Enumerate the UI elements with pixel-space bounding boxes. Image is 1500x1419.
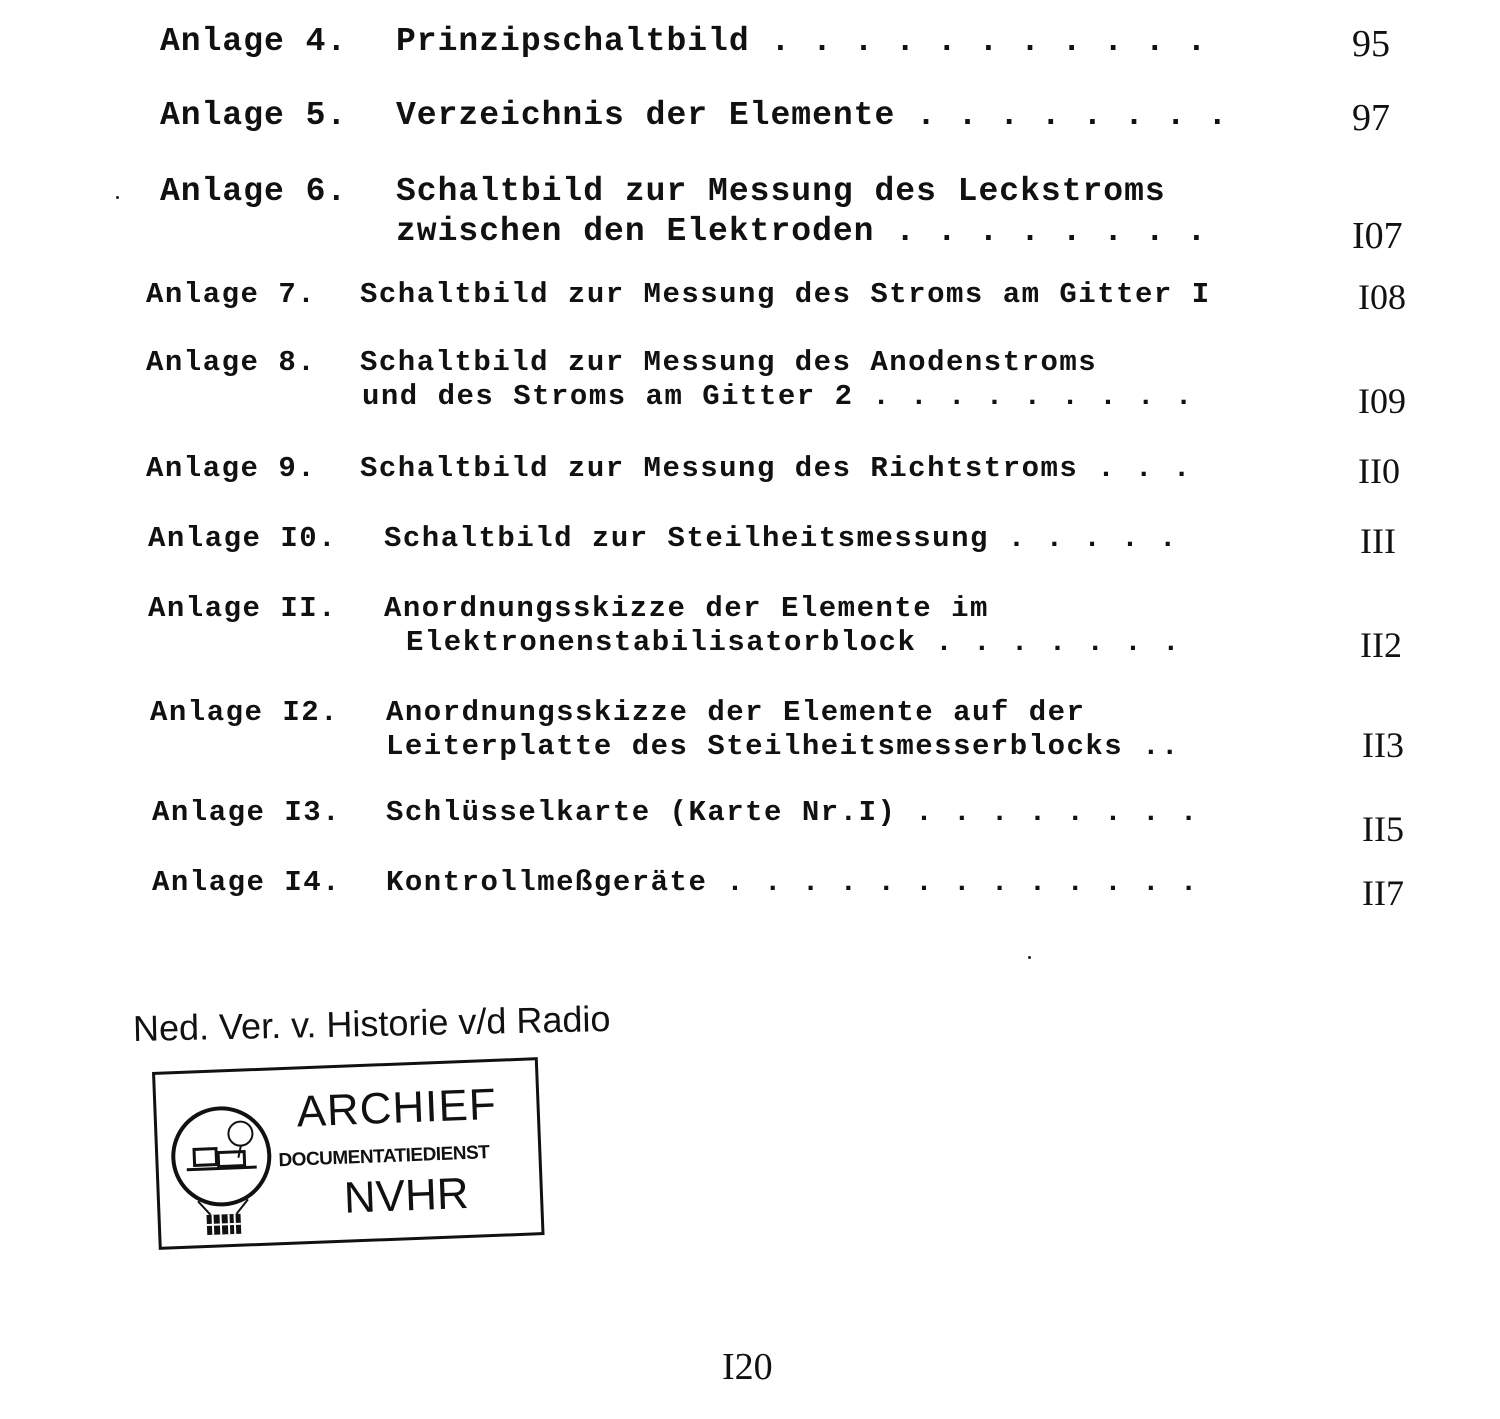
toc-title-continued: und des Stroms am Gitter 2 . . . . . . . . . bbox=[362, 380, 1194, 413]
toc-title: Schlüsselkarte (Karte Nr.I) . . . . . . . . bbox=[386, 796, 1199, 829]
archive-stamp bbox=[152, 1057, 545, 1250]
toc-label: Anlage I2. bbox=[150, 696, 340, 729]
toc-entry bbox=[146, 278, 1446, 318]
scan-speck bbox=[1028, 956, 1031, 959]
toc-title: Anordnungsskizze der Elemente auf der bbox=[386, 696, 1086, 729]
toc-title: Schaltbild zur Messung des Anodenstroms bbox=[360, 346, 1098, 379]
toc-entry bbox=[146, 346, 1446, 422]
toc-title: Schaltbild zur Messung des Richtstroms . . . bbox=[360, 452, 1192, 485]
toc-entry bbox=[160, 98, 1440, 142]
toc-entry bbox=[160, 174, 1440, 258]
toc-page-number: II7 bbox=[1362, 873, 1404, 913]
toc-page-number: II0 bbox=[1358, 451, 1400, 491]
page-number: I20 bbox=[722, 1346, 773, 1388]
toc-title-continued: Elektronenstabilisatorblock . . . . . . . bbox=[406, 626, 1182, 659]
stamp-subtitle: DOCUMENTATIEDIENST bbox=[278, 1142, 490, 1172]
toc-entry bbox=[152, 866, 1452, 913]
toc-title: Schaltbild zur Messung des Leckstroms bbox=[396, 173, 1166, 210]
toc-label: Anlage 6. bbox=[160, 173, 348, 210]
toc-label: Anlage 4. bbox=[160, 23, 348, 60]
archive-label: Ned. Ver. v. Historie v/d Radio bbox=[132, 998, 611, 1049]
stamp-org: NVHR bbox=[343, 1168, 470, 1223]
toc-page-number: II3 bbox=[1362, 725, 1404, 765]
toc-title: Prinzipschaltbild . . . . . . . . . . . bbox=[396, 23, 1208, 60]
toc-title-continued: Leiterplatte des Steilheitsmesserblocks .. bbox=[386, 730, 1180, 763]
toc-entry bbox=[160, 24, 1440, 68]
toc-title: Kontrollmeßgeräte . . . . . . . . . . . . . bbox=[386, 866, 1199, 899]
toc-label: Anlage I3. bbox=[152, 796, 342, 829]
toc-label: Anlage 8. bbox=[146, 346, 317, 379]
scan-speck bbox=[116, 196, 119, 199]
toc-title: Schaltbild zur Steilheitsmessung . . . . . bbox=[384, 522, 1178, 555]
toc-label: Anlage 7. bbox=[146, 278, 317, 311]
toc-title-continued: zwischen den Elektroden . . . . . . . . bbox=[396, 213, 1208, 250]
toc-page-number: 95 bbox=[1352, 23, 1390, 65]
balloon-logo-icon bbox=[164, 1096, 279, 1240]
toc-entry bbox=[148, 592, 1448, 668]
toc-title: Verzeichnis der Elemente . . . . . . . . bbox=[396, 97, 1229, 134]
toc-page-number: I08 bbox=[1358, 277, 1406, 317]
toc-title: Anordnungsskizze der Elemente im bbox=[384, 592, 989, 625]
toc-page-number: III bbox=[1360, 521, 1396, 561]
toc-title: Schaltbild zur Messung des Stroms am Gitter I bbox=[360, 278, 1211, 311]
toc-label: Anlage II. bbox=[148, 592, 338, 625]
toc-page-number: 97 bbox=[1352, 97, 1390, 139]
toc-entry bbox=[150, 696, 1450, 772]
toc-label: Anlage I4. bbox=[152, 866, 342, 899]
stamp-title: ARCHIEF bbox=[295, 1079, 498, 1137]
toc-page-number: II5 bbox=[1362, 809, 1404, 849]
toc-entry bbox=[152, 796, 1452, 849]
toc-label: Anlage I0. bbox=[148, 522, 338, 555]
toc-label: Anlage 5. bbox=[160, 97, 348, 134]
toc-entry bbox=[148, 522, 1448, 562]
toc-page-number: I07 bbox=[1352, 215, 1403, 257]
toc-label: Anlage 9. bbox=[146, 452, 317, 485]
toc-entry bbox=[146, 452, 1446, 492]
toc-page-number: II2 bbox=[1360, 625, 1402, 665]
toc-page-number: I09 bbox=[1358, 381, 1406, 421]
